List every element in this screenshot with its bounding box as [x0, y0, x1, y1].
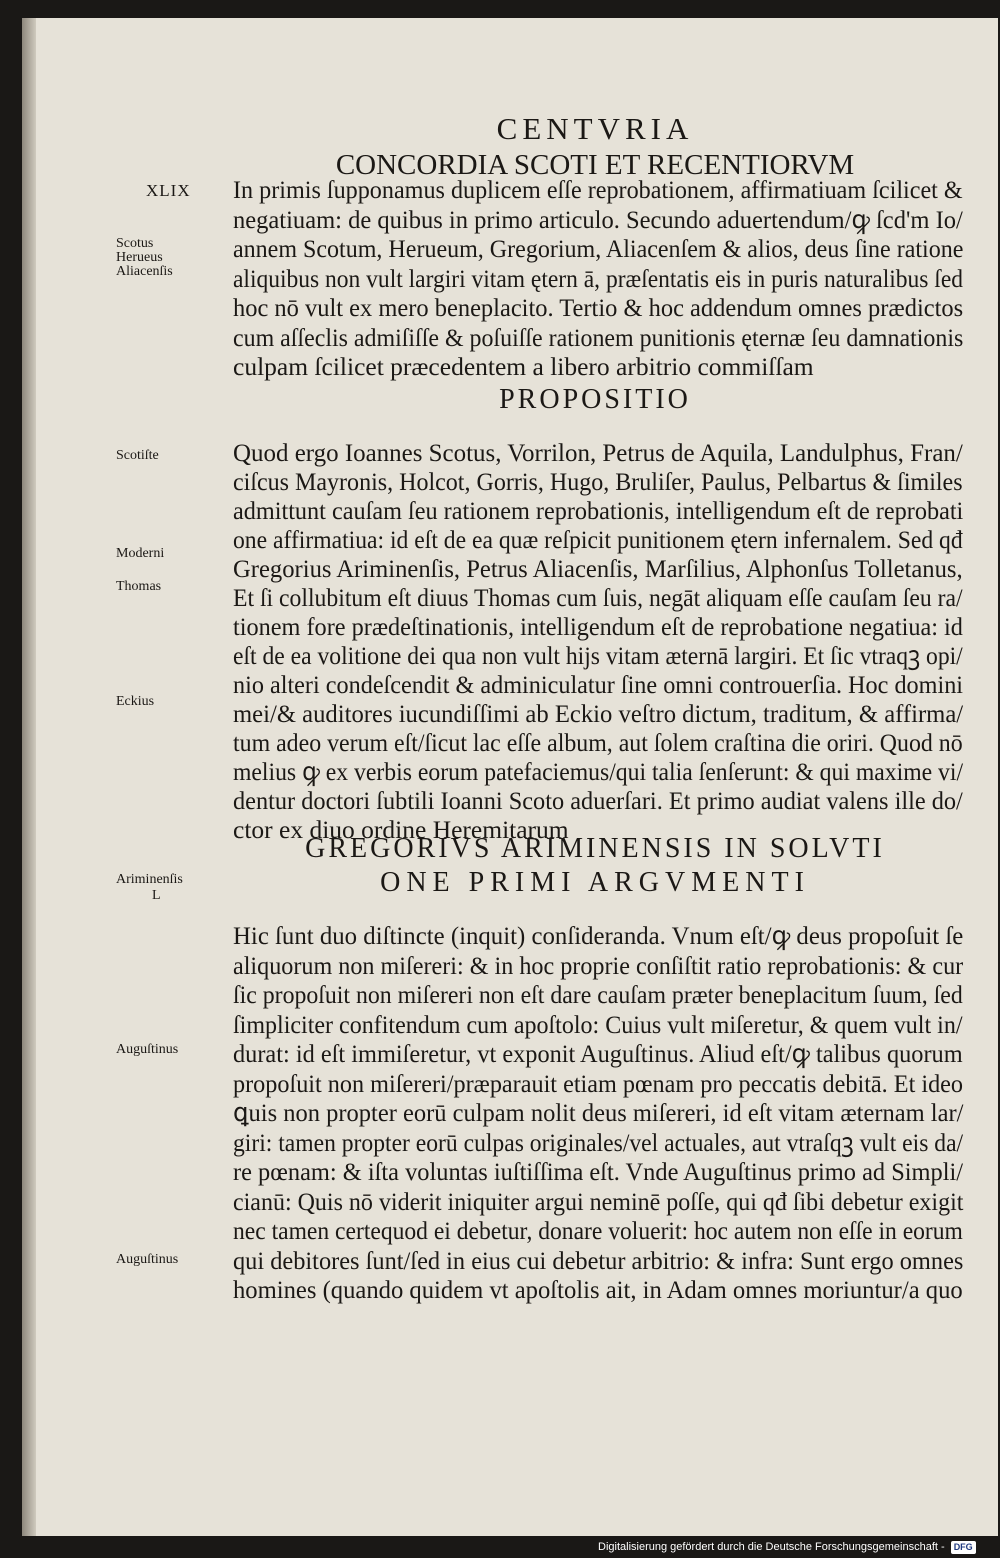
body-text-line: mei/& auditores iucundiſſimi ab Eckio veſtro dictum, traditum, & affirma/ [233, 699, 964, 728]
folio-number: XLIX [146, 181, 191, 200]
margin-note-scotus: Scotus [116, 236, 154, 251]
body-text-line: Et ſi collubitum eſt diuus Thomas cum ſuis, negāt aliquam eſſe cauſam ſeu ra/ [233, 583, 963, 612]
heading-gregorius-line-1: GREGORIVS ARIMINENSIS IN SOLVTI [305, 833, 885, 864]
body-text-line: Hic ſunt duo diſtincte (inquit) conſideranda. Vnum eſt/ꝙ deus propoſuit ſe [233, 921, 964, 950]
margin-note-scotiste: Scotiſte [116, 448, 159, 463]
body-text-line: dentur doctori ſubtili Ioanni Scoto aduerſari. Et primo audiat valens ille do/ [233, 786, 963, 815]
footer-text: Digitalisierung gefördert durch die Deutsche Forschungsgemeinschaft - [598, 1541, 945, 1553]
page-binding-shadow [22, 18, 36, 1536]
body-text-line: melius ꝙ ex verbis eorum patefaciemus/qui talia ſenſerunt: & qui maxime vi/ [233, 757, 964, 786]
heading-gregorius-line-2: ONE PRIMI ARGVMENTI [380, 867, 810, 898]
body-text-line: aliquorum non miſereri: & in hoc proprie conſiſtit ratio reprobationis: & cur [233, 950, 964, 980]
body-text-line: ſimpliciter confitendum cum apoſtolo: Cuius vult miſeretur, & quem vult in/ [233, 1009, 963, 1039]
digitization-footer [598, 1539, 998, 1555]
body-text-line: Quod ergo Ioannes Scotus, Vorrilon, Petrus de Aquila, Landulphus, Fran/ [233, 438, 963, 467]
body-text-line: propoſuit non miſereri/præparauit etiam pœnam pro peccatis debitā. Et ideo [233, 1068, 964, 1098]
body-text-line: hoc nō vult ex mero beneplacito. Tertio & hoc addendum omnes prædictos [233, 293, 964, 322]
body-text-line: re pœnam: & iſta voluntas iuſtiſſima eſt. Vnde Auguſtinus primo ad Simpli/ [233, 1157, 964, 1186]
title-line-1: CENTVRIA [496, 111, 694, 146]
margin-note-eckius: Eckius [116, 694, 155, 709]
body-text-line: ꝗuis non propter eorū culpam nolit deus miſereri, id eſt vitam æternam lar/ [233, 1098, 964, 1127]
body-text-line: nio alteri condeſcendit & adminiculatur ſine omni controuerſia. Hoc domini [233, 670, 964, 699]
body-text-line: one affirmatiua: id eſt de ea quæ reſpicit punitionem ętern infernalem. Sed qđ [233, 525, 963, 554]
body-text-line: ſic propoſuit non miſereri non eſt dare cauſam præter beneplacitum ſuum, ſed [233, 980, 963, 1009]
body-text-line: aliquibus non vult largiri vitam ętern ā, præſentatis eis in puris naturalibus ſed [233, 263, 964, 293]
title-line-2: CONCORDIA SCOTI ET RECENTIORVM [335, 149, 855, 181]
margin-note-ariminensis: Ariminenſis [116, 872, 183, 887]
heading-propositio: PROPOSITIO [499, 384, 691, 415]
body-text-line: negatiuam: de quibus in primo articulo. Secundo aduertendum/ꝙ ſcd'm Io/ [233, 204, 963, 234]
body-text-line: homines (quando quidem vt apoſtolis ait, in Adam omnes moriuntur/a quo [233, 1275, 963, 1304]
body-text-line: qui debitores ſunt/ſed in eius cui debetur arbitrio: & infra: Sunt ergo omnes [233, 1245, 964, 1275]
margin-note-aliacensis: Aliacenſis [116, 264, 173, 279]
body-text-line: Gregorius Ariminenſis, Petrus Aliacenſis, Marſilius, Alphonſus Tolletanus, [233, 554, 963, 583]
dfg-logo: DFG [951, 1541, 976, 1554]
body-text-line: annem Scotum, Herueum, Gregorium, Aliacenſem & alios, deus ſine ratione [233, 234, 964, 263]
body-text-line: nec tamen certequod ei debetur, donare voluerit: hoc autem non eſſe in eorum [233, 1216, 963, 1245]
margin-note-herueus: Herueus [116, 250, 163, 265]
margin-note-augustinus-2: Auguſtinus [116, 1252, 179, 1267]
margin-folio-l: L [152, 888, 161, 903]
body-text-line: giri: tamen propter eorū culpas originales/vel actuales, aut vtraſqꝫ vult eis da/ [233, 1127, 964, 1157]
margin-note-moderni: Moderni [116, 546, 165, 561]
body-text-line: durat: id eſt immiſeretur, vt exponit Auguſtinus. Aliud eſt/ꝙ talibus quorum [233, 1039, 963, 1068]
body-text-line: cianū: Quis nō viderit iniquiter argui neminē poſſe, qui qđ ſibi debetur exigit [233, 1186, 964, 1216]
body-text-line: admittunt cauſam ſeu rationem reprobationis, intelligendum eſt de reprobati [233, 496, 964, 525]
body-text-line: In primis ſupponamus duplicem eſſe reprobationem, affirmatiuam ſcilicet & [233, 175, 963, 204]
body-text-line: ciſcus Mayronis, Holcot, Gorris, Hugo, Bruliſer, Paulus, Pelbartus & ſimiles [233, 467, 963, 496]
body-text-line: tionem fore prædeſtinationis, intelligendum eſt de reprobatione negatiua: id [233, 612, 963, 641]
body-text-line: cum aſſeclis admiſiſſe & poſuiſſe rationem punitionis ęternæ ſeu damnationis [233, 322, 964, 352]
body-text-line: culpam ſcilicet præcedentem a libero arbitrio commiſſam [233, 352, 814, 381]
body-text-line: eſt de ea volitione dei qua non vult hijs vitam æternā largiri. Et ſic vtraqꝫ opi/ [233, 641, 963, 670]
body-text-line: tum adeo verum eſt/ſicut lac eſſe album, aut ſolem craſtina die oriri. Quod nō [233, 728, 963, 757]
margin-note-augustinus-1: Auguſtinus [116, 1042, 179, 1057]
body-text-line: ctor ex diuo ordine Heremitarum [233, 815, 569, 844]
margin-note-thomas: Thomas [116, 579, 162, 594]
